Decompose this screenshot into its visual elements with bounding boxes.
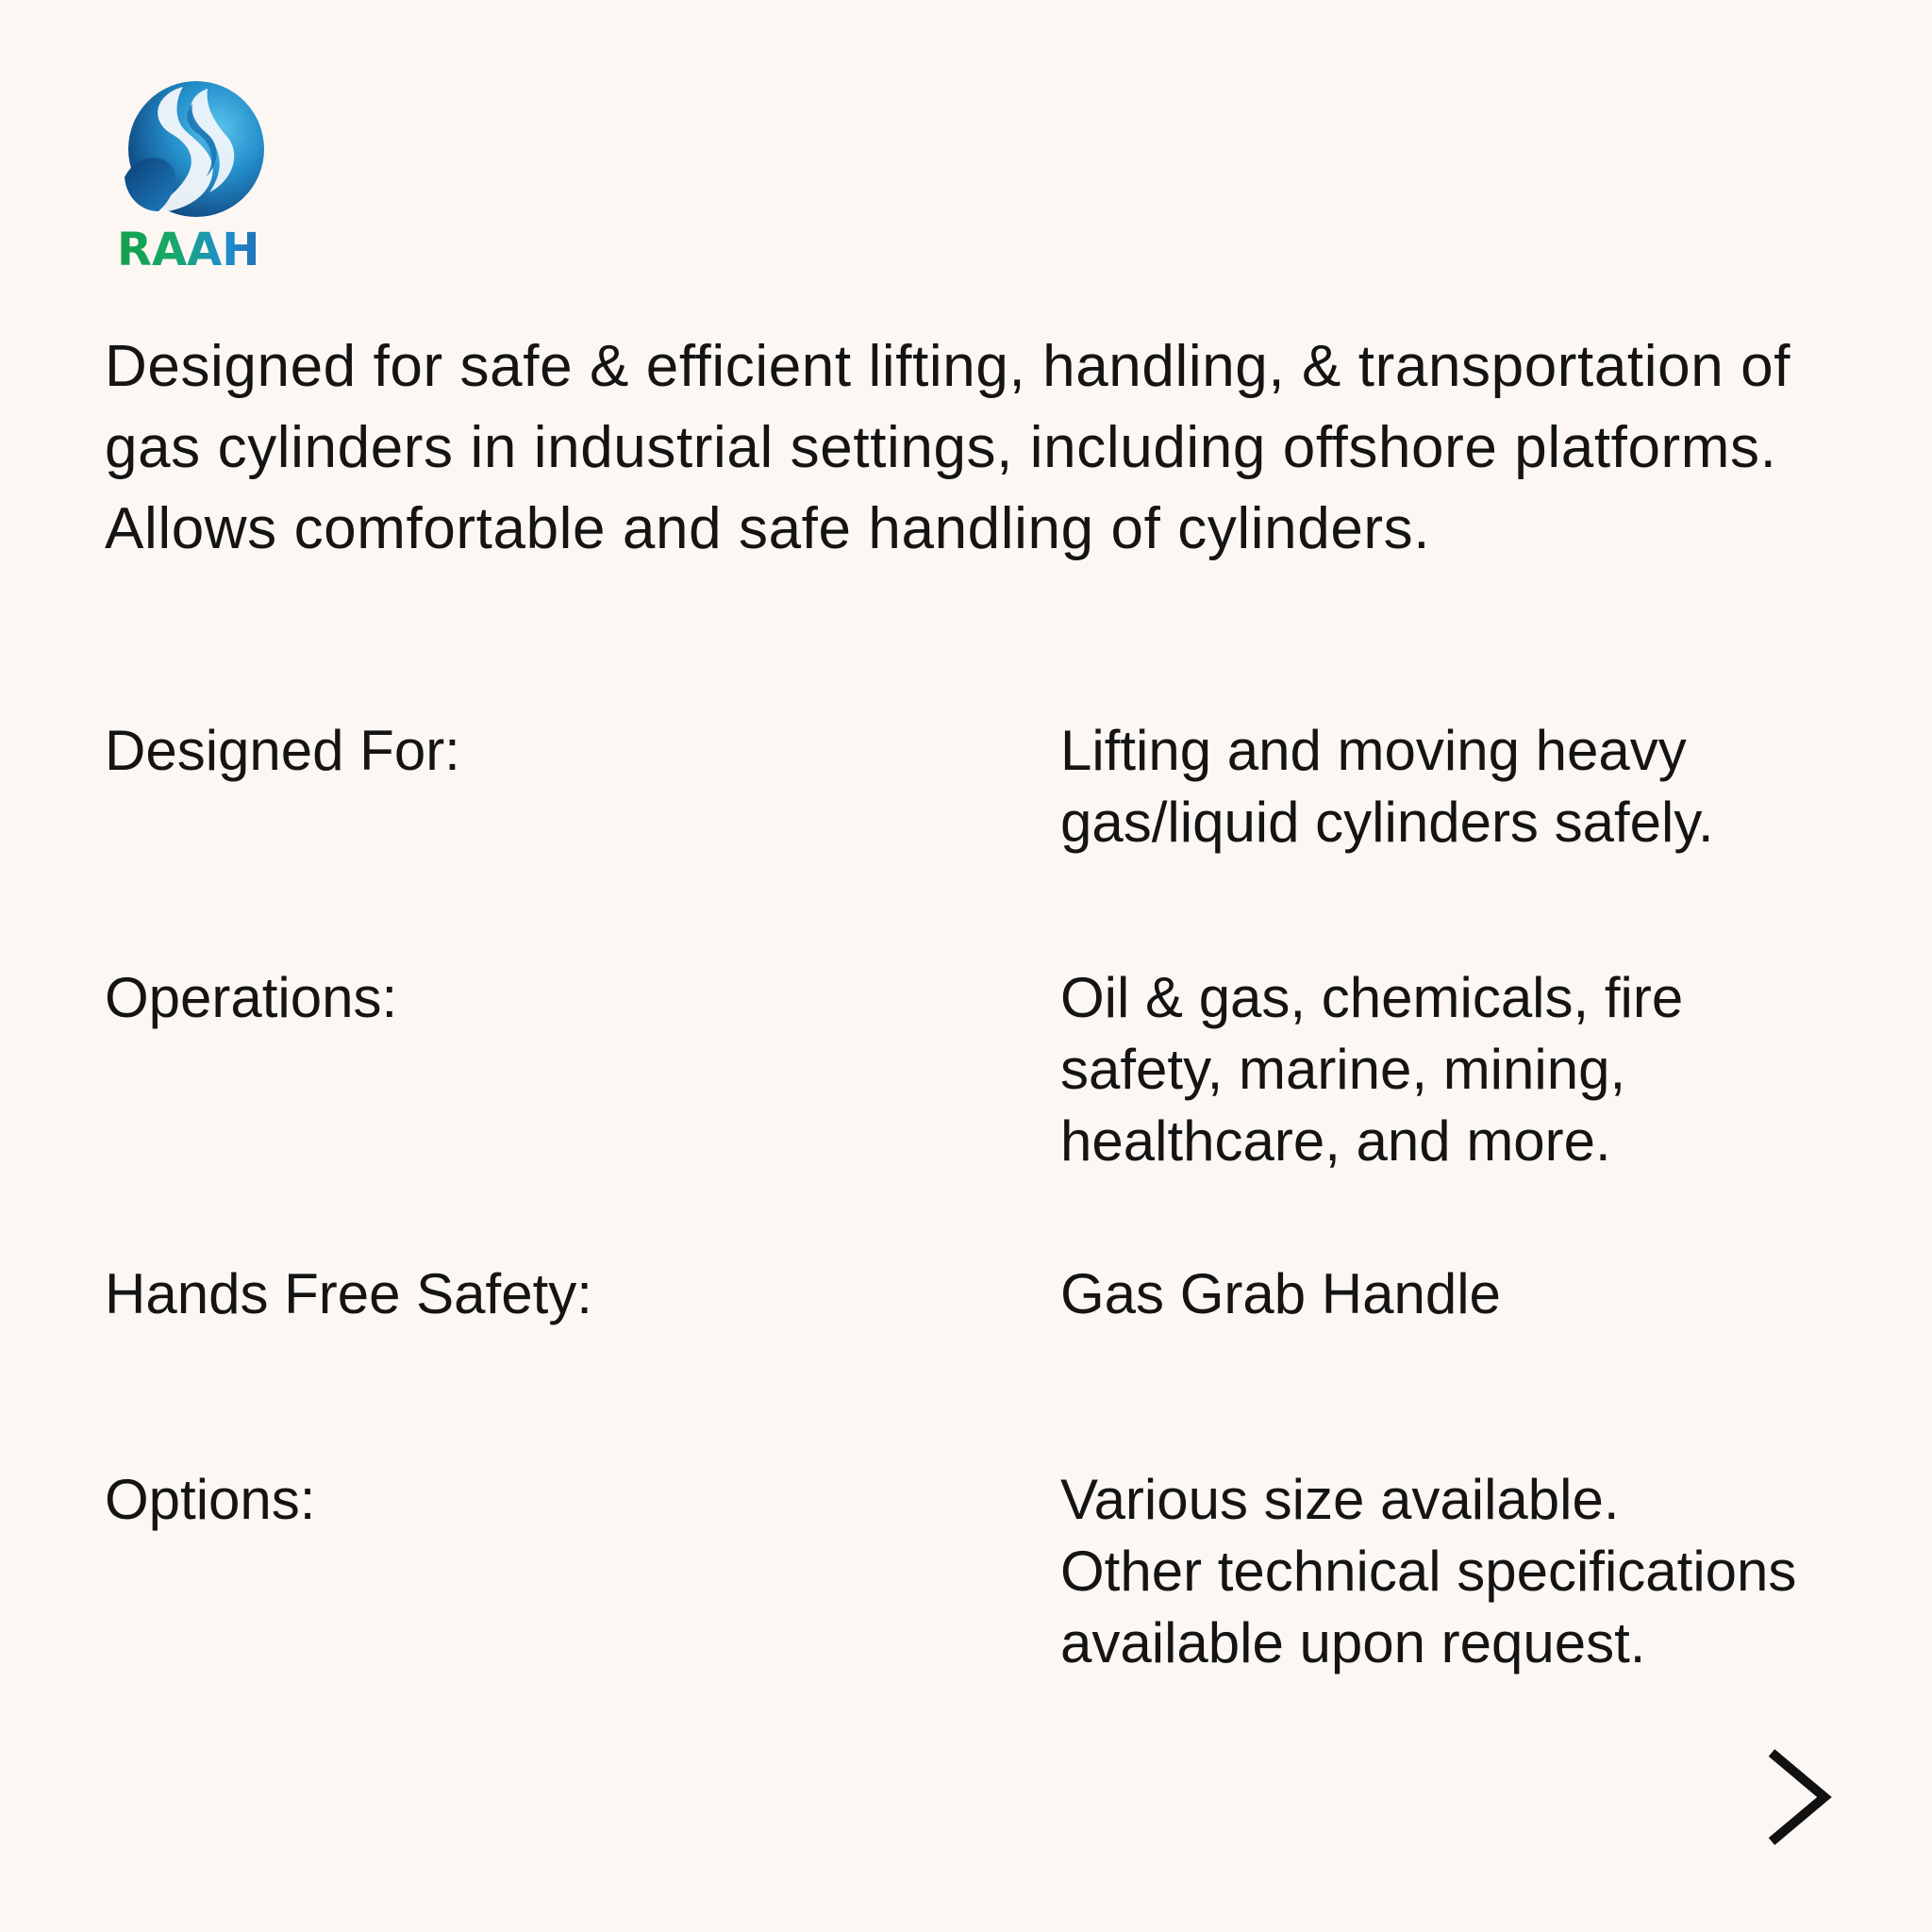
spec-label-hands-free-safety: Hands Free Safety: (105, 1262, 592, 1325)
chevron-right-icon[interactable] (1762, 1747, 1834, 1847)
spec-value-line: Lifting and moving heavy (1060, 719, 1687, 782)
spec-label-operations: Operations: (105, 966, 398, 1029)
spec-value-line: healthcare, and more. (1060, 1109, 1611, 1173)
raah-swirl-logo-icon (117, 75, 268, 226)
spec-value-operations (1060, 962, 1909, 1177)
spec-label-options: Options: (105, 1468, 316, 1531)
spec-value-line: Gas Grab Handle (1060, 1262, 1501, 1325)
spec-value-line: Oil & gas, chemicals, fire (1060, 966, 1684, 1029)
spec-value-line: safety, marine, mining, (1060, 1038, 1626, 1101)
spec-value-line: Other technical specifications (1060, 1540, 1797, 1603)
brand-name: RAAH (117, 224, 260, 276)
spec-value-line: available upon request. (1060, 1611, 1646, 1674)
spec-value-hands-free-safety (1060, 1258, 1909, 1330)
spec-label-designed-for: Designed For: (105, 719, 460, 782)
spec-value-designed-for (1060, 715, 1909, 858)
intro-description: Designed for safe & efficient lifting, handling, & transportation of gas cylinders in industrial settings, including offshore platforms. Allows comfortable and safe handling of cylinders. (105, 334, 1791, 561)
spec-value-line: gas/liquid cylinders safely. (1060, 791, 1714, 854)
spec-value-options (1060, 1464, 1909, 1679)
spec-value-line: Various size available. (1060, 1468, 1620, 1531)
